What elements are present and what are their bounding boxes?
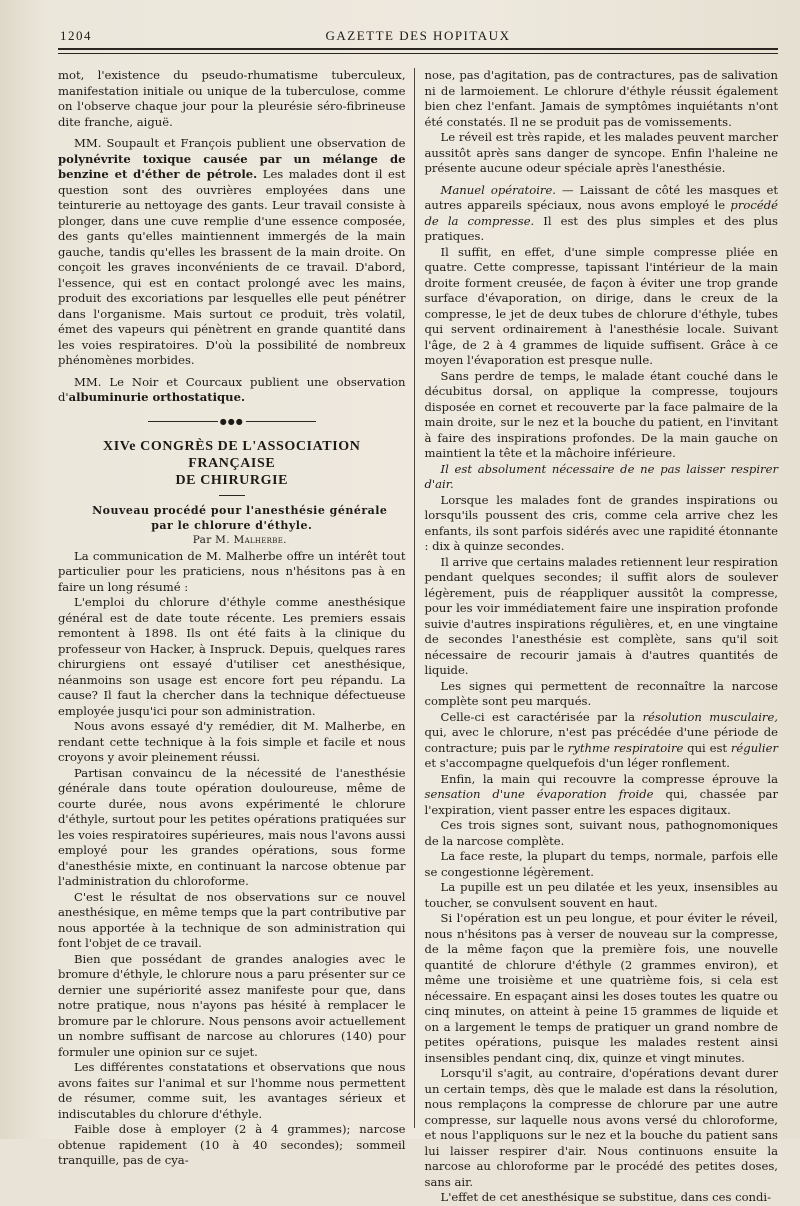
paragraph: Lorsqu'il s'agit, au contraire, d'opérations devant durer un certain temps, dès que le malade est dans la résolution, nous remplaçons la compresse de chlorure par une autre compresse, sur laquelle nous avons versé du chloroforme, et nous l'appliquons sur le nez et la bouche du patient sans lui laisser respirer d'air. Nous continuons ensuite la narcose au chloroforme par le procédé des petites doses, sans air. — [424, 1066, 778, 1189]
paragraph: Partisan convaincu de la nécessité de l'anesthésie générale dans toute opération douloureuse, même de courte durée, nous avons expérimenté le chlorure d'éthyle, surtout pour les petites opérations pratiquées sur les voies respiratoires supérieures, mais nous l'avons aussi employé pour les grandes opérations, sous forme d'anesthésie mixte, en continuant la narcose obtenue par l'administration du chloroforme. — [58, 765, 406, 888]
paragraph: Le réveil est très rapide, et les malades peuvent marcher aussitôt après sans danger de syncope. Enfin l'haleine ne présente aucune odeur spéciale après l'anesthésie. — [424, 130, 778, 175]
paragraph: Bien que possédant de grandes analogies avec le bromure d'éthyle, le chlorure nous a paru présenter sur ce dernier une supériorité assez manifeste pour que, dans notre pratique, nous n'ayons pas hésité à remplacer le bromure par le chlorure. Nous pensons avoir actuellement un nombre suffisant de narcose au chlorures (140) pour formuler une opinion sur ce sujet. — [58, 951, 406, 1059]
paragraph: La pupille est un peu dilatée et les yeux, insensibles au toucher, se convulsent souvent en haut. — [424, 880, 778, 910]
bold-phrase: albuminurie orthostatique. — [68, 390, 245, 404]
paragraph: Manuel opératoire. — Laissant de côté les masques et autres appareils spéciaux, nous avons employé le procédé de la compresse. Il est des plus simples et des plus pratiques. — [424, 182, 778, 243]
paragraph: L'effet de cet anesthésique se substitue, dans ces condi- — [440, 1190, 772, 1204]
paragraph: Les différentes constatations et observations que nous avons faites sur l'animal et sur l'homme nous permettent de résumer, comme suit, les avantages sérieux et indiscutables du chlorure d'éthyle. — [58, 1060, 406, 1121]
paragraph: mot, l'existence du pseudo-rhumatisme tuberculeux, manifestation initiale ou unique de la tuberculose, comme on l'observe chaque jour pour la pleurésie séro-fibrineuse dite franche, aiguë. — [58, 68, 406, 129]
paragraph: Nous avons essayé d'y remédier, dit M. Malherbe, en rendant cette technique à la fois simple et facile et nous croyons y avoir pleinement réussi. — [58, 719, 406, 764]
article-title: Nouveau procédé pour l'anesthésie générale par le chlorure d'éthyle. — [92, 504, 388, 532]
paragraph: Les signes qui permettent de reconnaître la narcose complète sont peu marqués. — [424, 678, 778, 708]
header-rule — [58, 48, 778, 54]
paragraph: Il suffit, en effet, d'une simple compresse pliée en quatre. Cette compresse, tapissant l'intérieur de la main droite forment creusée, de façon à éviter une trop grande surface d'évaporation, on dirige, dans le creux de la compresse, le jet de deux tubes de chlorure d'éthyle, tubes qui servent ordinairement à l'anesthésie locale. Suivant l'âge, de 2 à 4 grammes de liquide suffisent. Grâce à ce moyen l'évaporation est presque nulle. — [424, 244, 778, 367]
paragraph: Enfin, la main qui recouvre la compresse éprouve la sensation d'une évaporation froide qui, chassée par l'expiration, vient passer entre les espaces digitaux. — [424, 771, 778, 817]
left-column — [58, 68, 415, 1167]
paragraph: Sans perdre de temps, le malade étant couché dans le décubitus dorsal, on applique la compresse, toujours disposée en cornet et recouverte par la face palmaire de la main droite, sur le nez et la bouche du patient, en l'invitant à faire des inspirations profondes. De la main gauche on maintient la tête et la mâchoire inférieure. — [424, 368, 778, 460]
paragraph: Si l'opération est un peu longue, et pour éviter le réveil, nous n'hésitons pas à verser de nouveau sur la compresse, de la même façon que la première fois, une nouvelle quantité de chlorure d'éthyle (2 grammes environ), et même une troisième et une quatrième fois, si cela est nécessaire. En espaçant ainsi les doses toutes les quatre ou cinq minutes, on atteint à peine 15 grammes de liquide et on a largement le temps de pratiquer un grand nombre de petites opérations, puisque les malades restent ainsi insensibles pendant cinq, dix, quinze et vingt minutes. — [424, 911, 778, 1065]
paragraph: nose, pas d'agitation, pas de contractures, pas de salivation ni de larmoiement. Le chlorure d'éthyle réussit également bien chez l'enfant. Jamais de symptômes inquiétants n'ont été constatés. Il ne se produit pas de vomissements. — [424, 68, 778, 129]
paragraph: Lorsque les malades font de grandes inspirations ou lorsqu'ils poussent des cris, comme cela arrive chez les enfants, ils sont parfois sidérés avec une rapidité étonnante : dix à quinze secondes. — [424, 492, 778, 553]
page-header — [58, 22, 778, 46]
paragraph: Ces trois signes sont, suivant nous, pathognomoniques de la narcose complète. — [424, 818, 778, 848]
paragraph: MM. Soupault et François publient une observation de polynévrite toxique causée par un mélange de benzine et d'éther de pétrole. Les malades dont il est question sont des ouvrières employées dans une teinturerie au nettoyage des gants. Leur travail consiste à plonger, dans une cuve remplie d'une essence composée, des gants qu'elles maintiennent immergés de la main gauche, tandis qu'elles les brassent de la main droite. On conçoit les graves inconvénients de ce travail. D'abord, l'essence, qui est en contact prolongé avec les mains, produit des excoriations par lesquelles elle peut pénétrer dans l'organisme. Mais surtout ce produit, très volatil, émet des vapeurs qui pénètrent en grande quantité dans les voies respiratoires. D'où la possibilité de nombreux phénomènes morbides. — [58, 136, 406, 367]
paragraph: Faible dose à employer (2 à 4 grammes); narcose obtenue rapidement (10 à 40 secondes); sommeil tranquille, pas de cya- — [58, 1122, 406, 1167]
byline: Par M. Malherbe. — [192, 534, 287, 546]
page-number: 1204 — [60, 28, 92, 43]
paragraph: Celle-ci est caractérisée par la résolution musculaire, qui, avec le chlorure, n'est pas précédée d'une période de contracture; puis par le rythme respiratoire qui est régulier et s'accompagne quelquefois d'un léger ronflement. — [424, 709, 778, 770]
paragraph: MM. Le Noir et Courcaux publient une observation d'albuminurie orthostatique. — [58, 374, 406, 404]
short-rule — [219, 495, 245, 496]
text-columns — [58, 68, 778, 1204]
paragraph: La communication de M. Malherbe offre un intérêt tout particulier pour les praticiens, nous n'hésitons pas à en faire un long résumé : — [58, 548, 406, 594]
paragraph: L'emploi du chlorure d'éthyle comme anesthésique général est de date toute récente. Les premiers essais remontent à 1898. Ils ont été faits à la clinique du professeur von Hacker, à Inspruck. Depuis, quelques rares chirurgiens ont essayé d'utiliser cet anesthésique, néanmoins son usage est encore fort peu répandu. La cause? Il faut la chercher dans la technique défectueuse employée jusqu'ici pour son administration. — [58, 595, 406, 718]
paragraph: Il arrive que certains malades retiennent leur respiration pendant quelques secondes; il suffit alors de soulever légèrement, puis de réappliquer aussitôt la compresse, pour les voir immédiatement faire une inspiration profonde suivie d'autres inspirations régulières, et, en une vingtaine de secondes l'anesthésie est complète, sans qu'il soit nécessaire de recourir jamais à d'autres quantités de liquide. — [424, 554, 778, 677]
right-column — [424, 68, 778, 1204]
running-title: GAZETTE DES HOPITAUX — [325, 28, 511, 43]
paragraph: C'est le résultat de nos observations sur ce nouvel anesthésique, en même temps que la part contributive par nous apportée à la technique de son administration qui font l'objet de ce travail. — [58, 889, 406, 950]
paragraph: La face reste, la plupart du temps, normale, parfois elle se congestionne légèrement. — [424, 849, 778, 879]
paragraph: Il est absolument nécessaire de ne pas laisser respirer d'air. — [424, 461, 778, 491]
ornament-divider: ●●● — [58, 414, 406, 430]
section-title: XIVe CONGRÈS DE L'ASSOCIATION FRANÇAISE DE CHIRURGIE — [103, 439, 361, 488]
bold-phrase: polynévrite toxique causée par un mélange de benzine et d'éther de pétrole. — [58, 151, 406, 181]
